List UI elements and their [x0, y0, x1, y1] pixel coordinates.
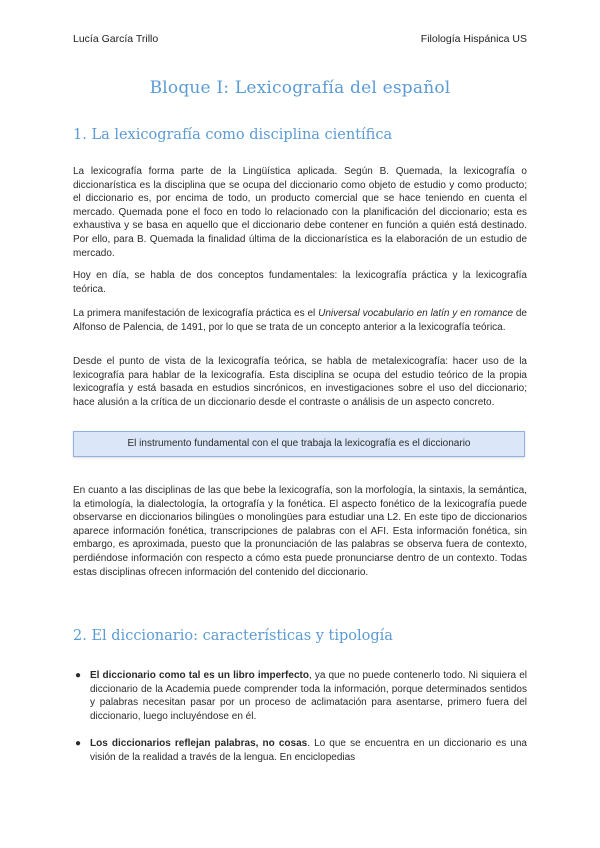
paragraph-3 — [73, 307, 527, 334]
document-title: Bloque I: Lexicografía del español — [149, 78, 451, 98]
header-course: Filología Hispánica US — [420, 33, 527, 45]
paragraph-2: Hoy en día, se habla de dos conceptos fundamentales: la lexicografía práctica y la lexicografía teórica. — [73, 270, 527, 295]
list-item — [75, 737, 527, 764]
header-author: Lucía García Trillo — [73, 33, 159, 45]
bullet-icon: ● — [75, 670, 82, 681]
list-item — [75, 669, 527, 723]
list-item-bold: Los diccionarios reflejan palabras, no cosas — [90, 738, 308, 749]
list-item-text: , ya que no puede contenerlo todo. Ni siquiera el diccionario de la Academia puede comprender toda la información, porque determinados sentidos y palabras necesitan pasar por un proceso de aclimatación para asentarse, primero fuera del diccionario, luego incluyéndose en él. — [90, 670, 527, 722]
paragraph-4: Desde el punto de vista de la lexicografía teórica, se habla de metalexicografía: hacer uso de la lexicografía para hablar de la lexicografía. Esta disciplina se ocupa del estudio teórico de la propia lexicografía y está basada en estudios sincrónicos, en investigaciones sobre el uso del diccionario; hace alusión a la crítica de un diccionario desde el contraste o análisis de un aspecto concreto. — [73, 356, 527, 408]
section-2-heading: 2. El diccionario: características y tipología — [73, 628, 393, 644]
book-title: Universal vocabulario en latín y en romance — [318, 308, 514, 319]
list-item-text: . Lo que se encuentra en un diccionario es una visión de la realidad a través de la lengua. En enciclopedias — [90, 738, 527, 763]
paragraph-5: En cuanto a las disciplinas de las que bebe la lexicografía, son la morfología, la sintaxis, la semántica, la etimología, la dialectología, la ortografía y la fonética. El aspecto fonético de la lexicografía puede observarse en diccionarios bilingües o monolingües para estudiar una L2. En este tipo de diccionarios aparece información fonética, transcripciones de palabras con el AFI. Esta información fonética, sin embargo, es aproximada, puesto que la pronunciación de las palabras se observa fuera de contexto, perdiéndose información con respecto a cómo esta puede pronunciarse dentro de un contexto. Todas estas disciplinas ofrecen información del contenido del diccionario. — [73, 485, 527, 578]
bullet-icon: ● — [75, 738, 82, 749]
paragraph-3-start: La primera manifestación de lexicografía práctica es el — [73, 308, 319, 319]
paragraph-1: La lexicografía forma parte de la Lingüística aplicada. Según B. Quemada, la lexicografía o diccionarística es la disciplina que se ocupa del diccionario como objeto de estudio y como producto; el diccionario es, por encima de todo, un producto comercial que se hace teniendo en cuenta el mercado. Quemada pone el foco en todo lo relacionado con la planificación del diccionario; esta es exhaustiva y se basa en aquello que el diccionario debe contener en función a quién está destinado. Por ello, para B. Quemada la finalidad última de la diccionarística es la elaboración de un estudio de mercado. — [73, 166, 527, 259]
section-1-heading: 1. La lexicografía como disciplina científica — [73, 127, 393, 143]
callout-box: El instrumento fundamental con el que trabaja la lexicografía es el diccionario — [73, 431, 525, 457]
paragraph-3-end: de Alfonso de Palencia, de 1491, por lo que se trata de un concepto anterior a la lexicografía teórica. — [73, 308, 527, 333]
list-item-bold: El diccionario como tal es un libro imperfecto — [90, 670, 309, 681]
